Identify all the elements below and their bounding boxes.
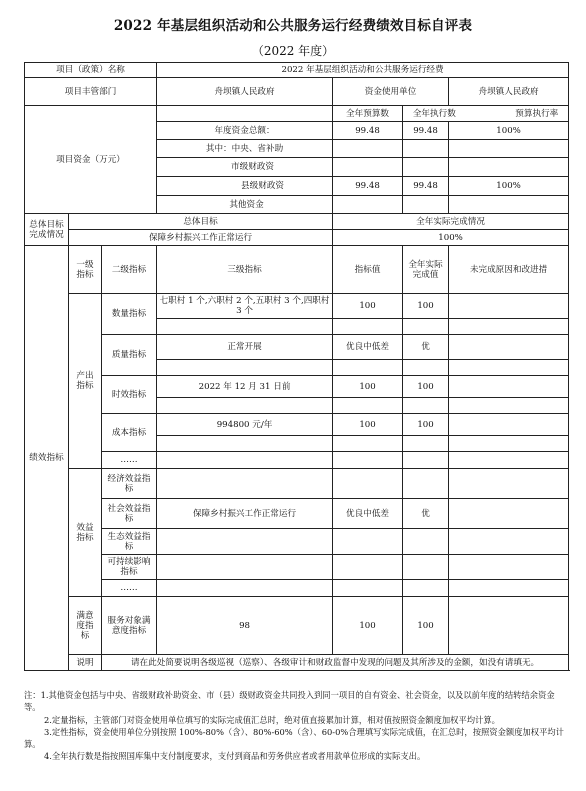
overall-goal-header: 总体目标	[69, 214, 333, 230]
funds-row-exec	[403, 158, 449, 177]
explain-text: 请在此处简要说明各级巡视（巡察）、各级审计和财政监督中发现的问题及其所涉及的金额，如没有请填无。	[102, 655, 569, 671]
satisfaction-label: 满意度指标	[69, 597, 102, 655]
project-dept-label: 项目丰管部门	[25, 78, 157, 106]
project-name-row	[25, 63, 569, 78]
time-actual: 100	[403, 376, 449, 398]
funds-col-exec-rate	[403, 106, 569, 122]
funds-col-exec: 全年执行数	[412, 108, 456, 119]
funds-row-exec	[403, 140, 449, 158]
output-more-row	[25, 452, 569, 469]
cost-desc: 994800 元/年	[157, 414, 333, 436]
output-label: 产出指标	[69, 294, 102, 469]
footnote: 3.定性指标，资金使用单位分别按照 100%-80%（含）、80%-60%（含）、60-0%合理填写实际完成值，在汇总时，按照资金额度加权平均计算。	[24, 726, 564, 750]
explain-label: 说明	[69, 655, 102, 671]
fund-user-label: 资金使用单位	[333, 78, 449, 106]
funds-row-label: 其他资金	[157, 196, 333, 214]
time-desc: 2022 年 12 月 31 日前	[157, 376, 333, 398]
funds-row-label: 其中：中央、省补助	[157, 140, 333, 158]
time-label: 时效指标	[102, 376, 157, 414]
perf-actual-header: 全年实际完成值	[403, 246, 449, 294]
project-name-value: 2022 年基层组织活动和公共服务运行经费	[157, 63, 569, 78]
perf-target-header: 指标值	[333, 246, 403, 294]
footnote: 注：1.其他资金包括与中央、省级财政补助资金、市（县）级财政资金共同投入到同一项目的自有资金、社会资金，以及以前年度的结转结余资金等。	[24, 690, 555, 713]
effect-sustain-row	[25, 555, 569, 580]
perf-level1-header: 一级指标	[69, 246, 102, 294]
cost-actual: 100	[403, 414, 449, 436]
overall-done-value: 100%	[333, 230, 569, 246]
output-time-row	[25, 376, 569, 398]
funds-row-exec	[403, 196, 449, 214]
output-cost-row	[25, 414, 569, 436]
funds-col-rate: 预算执行率	[515, 108, 559, 119]
project-dept-value: 舟坝镇人民政府	[157, 78, 333, 106]
funds-row-budget	[333, 158, 403, 177]
funds-row-rate: 100%	[449, 122, 569, 140]
satisfaction-sub: 服务对象满意度指标	[102, 597, 157, 655]
fund-user-value: 舟坝镇人民政府	[449, 78, 569, 106]
time-target: 100	[333, 376, 403, 398]
overall-done-header: 全年实际完成情况	[333, 214, 569, 230]
overall-header-row	[25, 214, 569, 230]
funds-row-exec: 99.48	[403, 177, 449, 196]
funds-row-label: 市级财政资	[157, 158, 333, 177]
effect-eco-row	[25, 529, 569, 555]
quantity-target: 100	[333, 294, 403, 319]
funds-label: 项目资金（万元）	[25, 106, 157, 214]
social-target: 优良中低差	[333, 499, 403, 529]
funds-header-row	[25, 106, 569, 122]
perf-level3-header: 三级指标	[157, 246, 333, 294]
eco-label: 生态效益指标	[102, 529, 157, 555]
quality-label: 质量指标	[102, 335, 157, 376]
overall-goal-value: 保障乡村振兴工作正常运行	[69, 230, 333, 246]
funds-row-budget: 99.48	[333, 177, 403, 196]
funds-row-budget	[333, 196, 403, 214]
funds-row-label: 县级财政资	[157, 177, 333, 196]
funds-row-label: 年度资金总额：	[157, 122, 333, 140]
quality-desc: 正常开展	[157, 335, 333, 360]
time-reason	[449, 376, 569, 398]
footnote: 4.全年执行数是指按照国库集中支付制度要求，支付到商品和劳务供应者或者用款单位形成的实际支出。	[44, 751, 426, 762]
perf-reason-header: 未完成原因和改进措	[449, 246, 569, 294]
effect-label: 效益指标	[69, 469, 102, 597]
social-label: 社会效益指标	[102, 499, 157, 529]
perf-level2-header: 二级指标	[102, 246, 157, 294]
effect-more-row	[25, 580, 569, 597]
quality-target: 优良中低差	[333, 335, 403, 360]
project-name-label: 项目（政策）名称	[25, 63, 157, 78]
quality-actual: 优	[403, 335, 449, 360]
cost-target: 100	[333, 414, 403, 436]
overall-label: 总体目标完成情况	[25, 214, 69, 246]
satisfaction-target: 100	[333, 597, 403, 655]
satisfaction-row	[25, 597, 569, 655]
funds-row-rate	[449, 158, 569, 177]
effect-economic-row	[25, 469, 569, 499]
output-more-label: ……	[102, 452, 157, 469]
quantity-desc: 七职村 1 个,六职村 2 个,五职村 3 个,四职村 3 个	[157, 294, 333, 319]
funds-row-budget	[333, 140, 403, 158]
page-title: 2022 年基层组织活动和公共服务运行经费绩效目标自评表	[113, 18, 473, 34]
social-reason	[449, 499, 569, 529]
quantity-actual: 100	[403, 294, 449, 319]
economic-label: 经济效益指标	[102, 469, 157, 499]
funds-row-rate	[449, 140, 569, 158]
output-quality-row	[25, 335, 569, 360]
funds-header-blank	[157, 106, 333, 122]
satisfaction-desc: 98	[157, 597, 333, 655]
social-desc: 保障乡村振兴工作正常运行	[157, 499, 333, 529]
page-subtitle: （2022 年度）	[251, 44, 335, 58]
cost-reason	[449, 414, 569, 436]
sustain-label: 可持续影响指标	[102, 555, 157, 580]
funds-row-rate: 100%	[449, 177, 569, 196]
footnote: 2.定量指标，主管部门对资金使用单位填写的实际完成值汇总时，绝对值直接累加计算，相对值按照资金额度加权平均计算。	[44, 714, 500, 725]
funds-row-rate	[449, 196, 569, 214]
satisfaction-actual: 100	[403, 597, 449, 655]
social-actual: 优	[403, 499, 449, 529]
project-dept-row	[25, 78, 569, 106]
footnotes	[24, 689, 568, 763]
output-quantity-row	[25, 294, 569, 319]
quality-reason	[449, 335, 569, 360]
quantity-reason	[449, 294, 569, 319]
overall-value-row	[25, 230, 569, 246]
funds-row-budget: 99.48	[333, 122, 403, 140]
quantity-label: 数量指标	[102, 294, 157, 335]
funds-col-budget: 全年预算数	[333, 106, 403, 122]
perf-label: 绩效指标	[25, 246, 69, 671]
effect-more-label: ……	[102, 580, 157, 597]
perf-header-row	[25, 246, 569, 294]
evaluation-table	[24, 62, 569, 671]
funds-row-exec: 99.48	[403, 122, 449, 140]
explain-row	[25, 655, 569, 671]
satisfaction-reason	[449, 597, 569, 655]
effect-social-row	[25, 499, 569, 529]
cost-label: 成本指标	[102, 414, 157, 452]
